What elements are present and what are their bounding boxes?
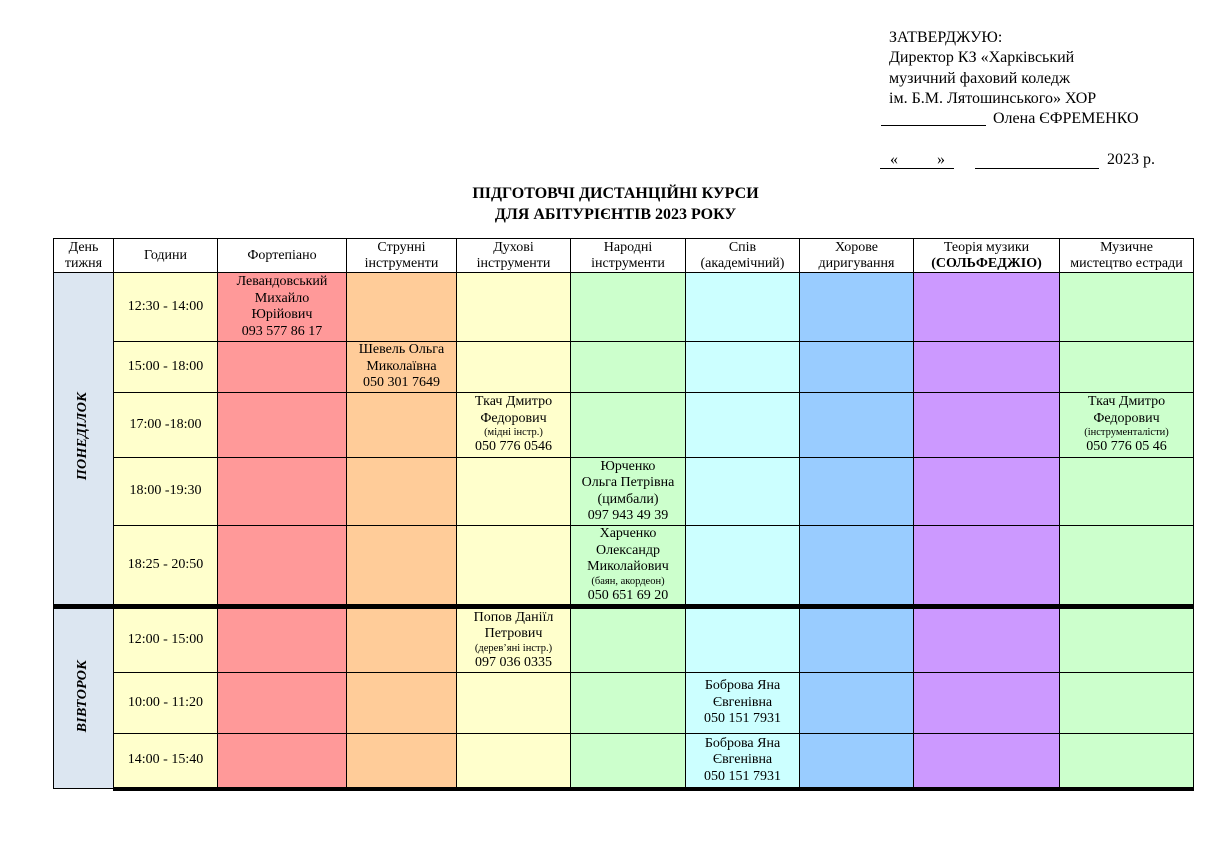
cell-piano [218, 526, 347, 607]
cell-theory [914, 734, 1060, 789]
cell-folk [571, 458, 686, 526]
approval-line: музичний фаховий коледж [889, 69, 1071, 87]
cell-choral [800, 673, 914, 734]
cell-theory [914, 673, 1060, 734]
teacher-phone: 097 943 49 39 [587, 508, 669, 523]
header-label: (академічний) [700, 255, 785, 271]
table-row [54, 458, 1194, 526]
time-cell: 18:00 -19:30 [114, 458, 218, 526]
cell-choral [800, 458, 914, 526]
cell-vocal [686, 458, 800, 526]
teacher-note: (дерев’яні інстр.) [474, 642, 553, 654]
teacher-entry [688, 736, 797, 786]
header-theory [914, 239, 1060, 273]
cell-piano [218, 393, 347, 458]
teacher-name-line: Боброва Яна [704, 678, 781, 694]
day-label: ВІВТОРОК [75, 659, 91, 732]
time-cell: 10:00 - 11:20 [114, 673, 218, 734]
cell-theory [914, 393, 1060, 458]
time-cell: 17:00 -18:00 [114, 393, 218, 458]
cell-estrada [1060, 673, 1194, 734]
teacher-phone: 050 151 7931 [704, 711, 781, 727]
day-cell-monday [54, 273, 114, 607]
cell-choral [800, 273, 914, 342]
header-label: Струнні [377, 239, 426, 255]
header-choral [800, 239, 914, 273]
cell-strings [347, 342, 457, 393]
teacher-name-line: Ткач Дмитро [474, 394, 553, 410]
time-cell: 12:30 - 14:00 [114, 273, 218, 342]
teacher-name-line: Ткач Дмитро [1087, 394, 1166, 410]
approval-date-line [880, 150, 1180, 172]
cell-piano [218, 734, 347, 789]
teacher-name-line: Миколаївна [366, 358, 437, 374]
cell-strings [347, 526, 457, 607]
teacher-entry [459, 610, 568, 672]
cell-choral [800, 607, 914, 673]
cell-piano [218, 342, 347, 393]
teacher-note: (мідні інстр.) [484, 427, 543, 439]
cell-choral [800, 393, 914, 458]
cell-vocal [686, 273, 800, 342]
teacher-entry [573, 526, 683, 604]
header-estrada [1060, 239, 1194, 273]
header-label: Духові [493, 239, 534, 255]
cell-estrada [1060, 607, 1194, 673]
cell-folk [571, 673, 686, 734]
cell-winds [457, 734, 571, 789]
header-label: Народні [603, 239, 653, 255]
document-title [0, 183, 1231, 225]
cell-winds [457, 273, 571, 342]
header-winds [457, 239, 571, 273]
header-label: День [68, 239, 99, 255]
teacher-phone: 050 776 05 46 [1086, 439, 1167, 455]
teacher-entry [349, 342, 454, 392]
date-open-quote: « [890, 151, 898, 168]
day-cell-tuesday [54, 607, 114, 789]
teacher-name-line: Михайло [254, 290, 310, 306]
cell-piano [218, 458, 347, 526]
cell-piano [218, 273, 347, 342]
cell-folk [571, 342, 686, 393]
teacher-name-line: Федорович [480, 410, 547, 426]
cell-strings [347, 458, 457, 526]
time-cell: 12:00 - 15:00 [114, 607, 218, 673]
teacher-name-line: Євгенівна [712, 694, 773, 710]
header-label: інструменти [364, 255, 439, 271]
cell-theory [914, 458, 1060, 526]
day-label: ПОНЕДІЛОК [75, 391, 91, 480]
cell-vocal [686, 342, 800, 393]
header-day [54, 239, 114, 273]
cell-strings [347, 393, 457, 458]
header-label: Години [143, 247, 188, 263]
time-cell: 18:25 - 20:50 [114, 526, 218, 607]
title-line-1: ПІДГОТОВЧІ ДИСТАНЦІЙНІ КУРСИ [472, 185, 759, 202]
table-row [54, 273, 1194, 342]
cell-winds [457, 393, 571, 458]
cell-estrada [1060, 526, 1194, 607]
teacher-name-line: (цимбали) [597, 491, 659, 507]
approval-line: ім. Б.М. Лятошинського» ХОР [889, 89, 1097, 107]
cell-vocal [686, 673, 800, 734]
cell-vocal [686, 393, 800, 458]
signature-blank [881, 111, 986, 126]
schedule-table [53, 238, 1194, 791]
cell-winds [457, 342, 571, 393]
teacher-phone: 097 036 0335 [475, 654, 552, 670]
cell-folk [571, 526, 686, 607]
header-label: Музичне [1100, 239, 1153, 255]
teacher-phone: 050 151 7931 [704, 768, 781, 784]
teacher-phone: 050 301 7649 [363, 375, 440, 391]
cell-theory [914, 607, 1060, 673]
teacher-entry [573, 459, 683, 525]
header-label: Хорове [835, 239, 878, 255]
title-line-2: ДЛЯ АБІТУРІЄНТІВ 2023 РОКУ [494, 206, 737, 223]
approval-line: Директор КЗ «Харківський [889, 49, 1075, 67]
cell-vocal [686, 526, 800, 607]
signature-line [881, 109, 1211, 129]
date-close-quote: » [937, 151, 945, 168]
approval-block [881, 28, 1211, 129]
teacher-phone: 050 776 0546 [475, 439, 552, 455]
cell-folk [571, 607, 686, 673]
cell-theory [914, 526, 1060, 607]
header-label: Теорія музики [943, 239, 1030, 255]
table-row [54, 342, 1194, 393]
cell-strings [347, 673, 457, 734]
cell-folk [571, 393, 686, 458]
cell-vocal [686, 607, 800, 673]
teacher-note: (інструменталісти) [1084, 427, 1169, 439]
header-label: інструменти [591, 255, 665, 271]
header-vocal [686, 239, 800, 273]
teacher-name-line: Шевель Ольга [358, 342, 445, 358]
teacher-name-line: Харченко [599, 526, 657, 541]
table-row [54, 734, 1194, 789]
cell-strings [347, 734, 457, 789]
cell-vocal [686, 734, 800, 789]
table-row [54, 607, 1194, 673]
cell-estrada [1060, 458, 1194, 526]
cell-theory [914, 273, 1060, 342]
table-row [54, 673, 1194, 734]
month-blank [975, 150, 1099, 169]
teacher-note: (баян, акордеон) [591, 575, 665, 587]
teacher-name-line: Боброва Яна [704, 735, 781, 751]
header-label: диригування [818, 255, 895, 271]
cell-estrada [1060, 342, 1194, 393]
teacher-phone: 093 577 86 17 [241, 323, 323, 339]
cell-choral [800, 526, 914, 607]
approval-heading: ЗАТВЕРДЖУЮ: [889, 29, 1003, 46]
teacher-entry [220, 274, 344, 340]
teacher-name-line: Федорович [1093, 410, 1160, 426]
teacher-name-line: Ольга Петрівна [581, 475, 675, 490]
teacher-entry [688, 678, 797, 728]
teacher-name-line: Левандовський [236, 274, 328, 289]
cell-theory [914, 342, 1060, 393]
header-label: інструменти [476, 255, 551, 271]
cell-strings [347, 607, 457, 673]
header-piano [218, 239, 347, 273]
signatory-name: Олена ЄФРЕМЕНКО [993, 110, 1139, 128]
teacher-name-line: Юрченко [600, 458, 656, 474]
cell-piano [218, 607, 347, 673]
teacher-name-line: Олександр [596, 542, 660, 558]
table-row [54, 526, 1194, 607]
date-year: 2023 р. [1107, 151, 1155, 168]
cell-estrada [1060, 734, 1194, 789]
teacher-entry [459, 394, 568, 456]
cell-folk [571, 734, 686, 789]
table-row [54, 393, 1194, 458]
header-label: Спів [728, 239, 757, 255]
teacher-name-line: Попов Даніїл [473, 609, 554, 625]
header-strings [347, 239, 457, 273]
teacher-name-line: Миколайович [587, 559, 669, 574]
header-label: тижня [64, 255, 103, 271]
header-row [54, 239, 1194, 273]
header-folk [571, 239, 686, 273]
cell-winds [457, 607, 571, 673]
header-label: мистецтво естради [1070, 255, 1183, 271]
header-label: Фортепіано [247, 247, 317, 263]
header-hours [114, 239, 218, 273]
cell-choral [800, 342, 914, 393]
cell-winds [457, 458, 571, 526]
cell-winds [457, 526, 571, 607]
teacher-name-line: Євгенівна [712, 752, 773, 767]
teacher-entry [1062, 394, 1191, 456]
cell-strings [347, 273, 457, 342]
time-cell: 15:00 - 18:00 [114, 342, 218, 393]
cell-piano [218, 673, 347, 734]
cell-choral [800, 734, 914, 789]
time-cell: 14:00 - 15:40 [114, 734, 218, 789]
teacher-name-line: Петрович [484, 626, 543, 642]
cell-folk [571, 273, 686, 342]
teacher-name-line: Юрійович [251, 307, 313, 322]
header-label-bold: (СОЛЬФЕДЖІО) [931, 255, 1042, 271]
cell-estrada [1060, 273, 1194, 342]
cell-estrada [1060, 393, 1194, 458]
teacher-phone: 050 651 69 20 [587, 587, 669, 603]
cell-winds [457, 673, 571, 734]
